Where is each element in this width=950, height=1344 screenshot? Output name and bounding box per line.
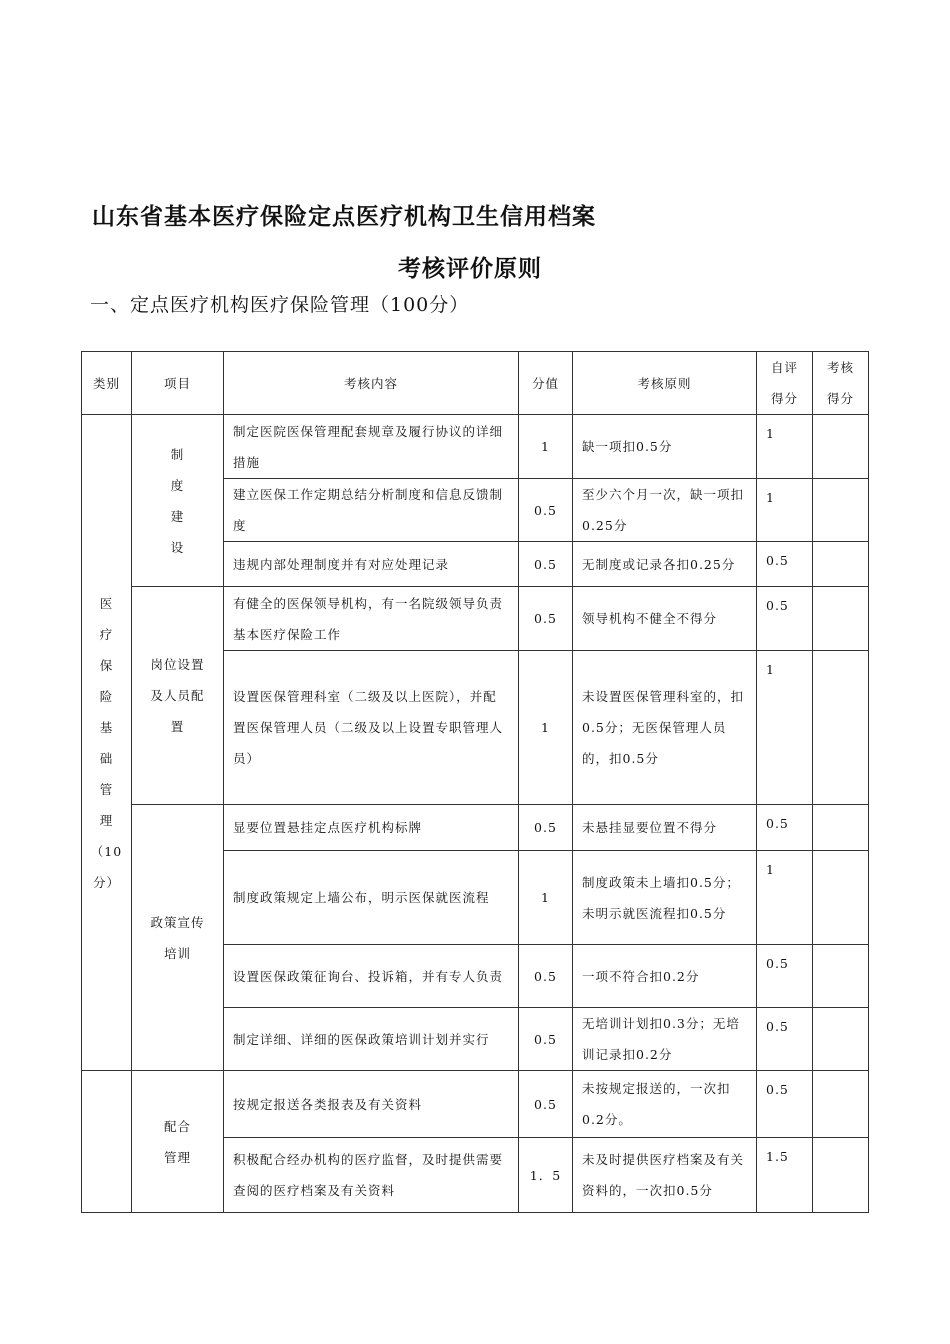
principle-cell: 无制度或记录各扣0.25分 — [573, 542, 757, 587]
table-row — [82, 587, 869, 651]
group-policy-publicity: 政策宣传 培训 — [132, 805, 224, 1071]
content-cell: 设置医保政策征询台、投诉箱，并有专人负责 — [224, 945, 519, 1008]
score-cell: 0.5 — [519, 945, 573, 1008]
header-eval-score: 考核 得分 — [813, 352, 869, 415]
table-row — [82, 1071, 869, 1138]
eval-score-cell — [813, 1138, 869, 1213]
header-score: 分值 — [519, 352, 573, 415]
category-cell-empty — [82, 1071, 132, 1213]
header-principle: 考核原则 — [573, 352, 757, 415]
principle-cell: 无培训计划扣0.3分；无培训记录扣0.2分 — [573, 1008, 757, 1071]
content-cell: 制度政策规定上墙公布，明示医保就医流程 — [224, 851, 519, 945]
content-cell: 按规定报送各类报表及有关资料 — [224, 1071, 519, 1138]
score-cell: 1 — [519, 415, 573, 479]
content-cell: 显要位置悬挂定点医疗机构标牌 — [224, 805, 519, 851]
principle-cell: 未悬挂显要位置不得分 — [573, 805, 757, 851]
content-cell: 违规内部处理制度并有对应处理记录 — [224, 542, 519, 587]
principle-cell: 未按规定报送的，一次扣0.2分。 — [573, 1071, 757, 1138]
principle-cell: 一项不符合扣0.2分 — [573, 945, 757, 1008]
eval-score-cell — [813, 415, 869, 479]
eval-score-cell — [813, 587, 869, 651]
table-header-row — [82, 352, 869, 415]
group-system-construction: 制 度 建 设 — [132, 415, 224, 587]
eval-score-cell — [813, 651, 869, 805]
self-score-cell: 0.5 — [757, 587, 813, 651]
content-cell: 有健全的医保领导机构，有一名院级领导负责基本医疗保险工作 — [224, 587, 519, 651]
group-cooperation: 配合 管理 — [132, 1071, 224, 1213]
table-row — [82, 805, 869, 851]
content-cell: 制定医院医保管理配套规章及履行协议的详细措施 — [224, 415, 519, 479]
self-score-cell: 1 — [757, 415, 813, 479]
eval-score-cell — [813, 805, 869, 851]
eval-score-cell — [813, 851, 869, 945]
self-score-cell: 0.5 — [757, 542, 813, 587]
score-cell: 1 — [519, 851, 573, 945]
self-score-cell: 1 — [757, 651, 813, 805]
content-cell: 设置医保管理科室（二级及以上医院），并配置医保管理人员（二级及以上设置专职管理人员） — [224, 651, 519, 805]
self-score-cell: 0.5 — [757, 1008, 813, 1071]
score-cell: 1 — [519, 651, 573, 805]
header-self-score: 自评 得分 — [757, 352, 813, 415]
section-heading: 一、定点医疗机构医疗保险管理（100分） — [90, 294, 470, 316]
eval-score-cell — [813, 1071, 869, 1138]
eval-score-cell — [813, 479, 869, 542]
header-category: 类别 — [82, 352, 132, 415]
principle-cell: 领导机构不健全不得分 — [573, 587, 757, 651]
eval-score-cell — [813, 1008, 869, 1071]
self-score-cell: 0.5 — [757, 945, 813, 1008]
content-cell: 制定详细、详细的医保政策培训计划并实行 — [224, 1008, 519, 1071]
principle-cell: 未及时提供医疗档案及有关资料的，一次扣0.5分 — [573, 1138, 757, 1213]
self-score-cell: 1.5 — [757, 1138, 813, 1213]
principle-cell: 至少六个月一次，缺一项扣0.25分 — [573, 479, 757, 542]
group-post-staffing: 岗位设置 及人员配 置 — [132, 587, 224, 805]
document-subtitle: 考核评价原则 — [398, 255, 542, 282]
self-score-cell: 1 — [757, 479, 813, 542]
table-row — [82, 415, 869, 479]
category-cell: 医 疗 保 险 基 础 管 理 （10 分） — [82, 415, 132, 1071]
header-item: 项目 — [132, 352, 224, 415]
content-cell: 建立医保工作定期总结分析制度和信息反馈制度 — [224, 479, 519, 542]
score-cell: 0.5 — [519, 1071, 573, 1138]
self-score-cell: 0.5 — [757, 1071, 813, 1138]
score-cell: 0.5 — [519, 587, 573, 651]
self-score-cell: 1 — [757, 851, 813, 945]
score-cell: 1．5 — [519, 1138, 573, 1213]
principle-cell: 未设置医保管理科室的，扣0.5分；无医保管理人员的，扣0.5分 — [573, 651, 757, 805]
eval-score-cell — [813, 542, 869, 587]
score-cell: 0.5 — [519, 479, 573, 542]
score-cell: 0.5 — [519, 805, 573, 851]
content-cell: 积极配合经办机构的医疗监督，及时提供需要查阅的医疗档案及有关资料 — [224, 1138, 519, 1213]
document-title: 山东省基本医疗保险定点医疗机构卫生信用档案 — [92, 203, 596, 230]
principle-cell: 制度政策未上墙扣0.5分；未明示就医流程扣0.5分 — [573, 851, 757, 945]
evaluation-table — [81, 351, 869, 1213]
header-content: 考核内容 — [224, 352, 519, 415]
score-cell: 0.5 — [519, 542, 573, 587]
eval-score-cell — [813, 945, 869, 1008]
self-score-cell: 0.5 — [757, 805, 813, 851]
principle-cell: 缺一项扣0.5分 — [573, 415, 757, 479]
score-cell: 0.5 — [519, 1008, 573, 1071]
